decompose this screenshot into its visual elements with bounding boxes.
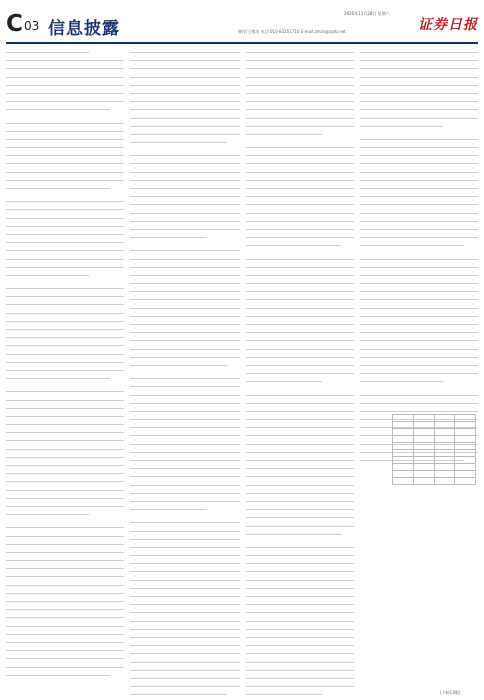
editor-contact: 制作/王敬涛 电话:010-83251716 E-mail:zmzx@zqrb.net [238,29,346,34]
header-rule [6,42,478,44]
section-title: 信息披露 [48,19,120,39]
section-number: 03 [24,19,40,33]
text-column-2 [130,50,240,700]
text-column-3 [246,50,354,700]
text-column-4 [360,50,478,466]
data-table [392,414,476,485]
date-line: 2020年11月28日 星期六 [344,11,390,16]
newspaper-logo: 证券日报 [418,17,478,33]
text-column-1 [6,50,124,681]
masthead [0,0,484,44]
continued-notice: (下转C4版) [440,690,461,695]
section-letter: C [6,11,23,37]
